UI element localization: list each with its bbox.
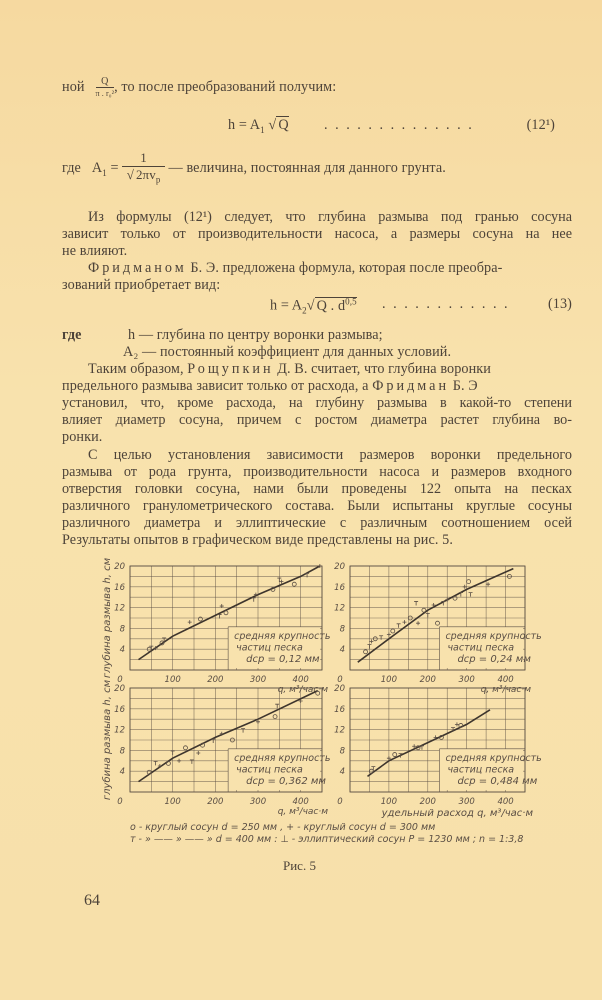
figure-legend-line-1: о - круглый сосун d = 250 мм , + - круглый сосун d = 300 мм: [130, 822, 436, 833]
x-tick-label: 300: [249, 797, 267, 807]
data-point-plus: [369, 639, 373, 643]
text-fragment: Таким образом,: [88, 361, 184, 377]
paragraph-4-line-5: различного диаметра и эллиптические с различным соотношением осей: [62, 515, 572, 531]
data-point-tee: [241, 729, 245, 733]
y-tick-label: 12: [334, 603, 345, 614]
annotation-text: частиц песка: [447, 764, 515, 776]
x-tick-label: 0: [337, 797, 343, 807]
y-tick-label: 16: [114, 704, 125, 715]
paragraph-3-line-3: установил, что, кроме расхода, на глубину размыва в какой-то степени: [62, 395, 572, 411]
text-fragment: Д. В. считает, что глубина воронки: [277, 361, 491, 377]
annotation-text: частиц песка: [447, 642, 515, 654]
y-tick-label: 8: [119, 746, 125, 757]
y-tick-label: 12: [114, 603, 125, 614]
annotation-text: средняя крупность: [445, 752, 542, 764]
radicand-sub: p: [155, 174, 161, 185]
data-point-circle: [436, 621, 440, 625]
eq-sub: 2: [302, 305, 307, 316]
definition-a2: A₂ — постоянный коэффициент для данных условий.: [123, 344, 452, 360]
where-2-prefix: где: [62, 327, 82, 343]
y-axis-label: глубина размыва h, см: [102, 679, 113, 801]
x-tick-label: 100: [380, 797, 398, 807]
author-name: Рощупкин: [187, 361, 274, 377]
data-point-tee: [371, 767, 375, 771]
author-name: Фридман: [372, 378, 450, 394]
data-point-tee: [414, 601, 418, 605]
x-tick-label: 300: [249, 675, 267, 685]
x-tick-label: 100: [380, 675, 398, 685]
data-point-circle: [453, 596, 457, 600]
data-point-circle: [422, 608, 426, 612]
y-tick-label: 4: [339, 767, 345, 778]
paragraph-1-line-2: зависит только от производительности насоса, а размеры сосуна на нее: [62, 226, 572, 242]
eq-radicand: Q: [278, 117, 289, 133]
y-tick-label: 8: [339, 746, 345, 757]
x-tick-label: 200: [207, 797, 224, 807]
data-point-circle: [391, 629, 395, 633]
x-axis-label: q, м³/час·м: [277, 807, 328, 817]
x-tick-label: 200: [207, 675, 224, 685]
x-tick-label: 100: [164, 797, 181, 807]
eq-number: (12¹): [526, 117, 555, 133]
data-point-plus: [279, 580, 283, 584]
chart-4: [334, 684, 542, 819]
y-tick-label: 12: [114, 725, 125, 736]
data-point-circle: [292, 582, 296, 586]
y-tick-label: 4: [119, 767, 125, 778]
data-point-tee: [469, 593, 473, 597]
figure-legend-line-2: т - » —— » —— » d = 400 мм : ⊥ - эллиптический сосун P = 1230 мм ; n = 1:3,8: [130, 834, 524, 845]
data-point-plus: [455, 722, 459, 726]
y-tick-label: 20: [114, 684, 125, 694]
x-tick-label: 400: [497, 797, 514, 807]
data-point-circle: [393, 753, 397, 757]
text-fragment: где: [62, 160, 81, 177]
y-tick-label: 4: [119, 645, 125, 656]
fraction-numerator: Q: [96, 76, 115, 88]
sqrt-sign: √: [268, 117, 277, 133]
y-tick-label: 12: [334, 725, 345, 736]
x-tick-label: 300: [458, 797, 475, 807]
x-tick-label: 200: [419, 675, 436, 685]
data-point-tee: [154, 761, 158, 765]
eq-lhs: A: [91, 160, 103, 177]
annotation-text: средняя крупность: [234, 630, 331, 642]
chart-2: [334, 562, 542, 695]
data-point-tee: [379, 636, 383, 640]
radicand-exponent: 0,5: [345, 296, 357, 306]
data-point-circle: [273, 715, 277, 719]
data-point-circle: [364, 650, 368, 654]
paragraph-1-line-3: не влияют.: [62, 243, 128, 259]
paragraph-3-line-4: влияет диаметр сосуна, причем с ростом диаметра растет глубина во-: [62, 412, 572, 428]
text-fragment: Б. Э: [452, 378, 478, 394]
data-point-tee: [252, 598, 256, 602]
annotation-text: dср = 0,362 мм: [246, 775, 326, 787]
radicand-text: Q . d: [316, 297, 346, 314]
eq-lhs: h = A: [270, 297, 303, 314]
eq-sub: 1: [260, 124, 265, 135]
chart-3: [101, 679, 330, 817]
chart-1: [101, 557, 330, 695]
data-point-plus: [486, 582, 490, 586]
data-point-plus: [402, 620, 406, 624]
data-point-plus: [188, 620, 192, 624]
data-point-plus: [177, 759, 181, 763]
x-tick-label: 300: [458, 675, 475, 685]
paragraph-4-line-2: размыва от рода грунта, производительности насоса и размеров входного: [62, 464, 572, 480]
x-tick-label: 0: [337, 675, 343, 685]
x-tick-label: 0: [117, 675, 123, 685]
x-tick-label: 100: [164, 675, 181, 685]
data-point-tee: [367, 645, 371, 649]
text-fragment: , то после преобразований получим:: [114, 78, 337, 95]
y-tick-label: 16: [334, 582, 345, 593]
paragraph-1-line-1: Из формулы (12¹) следует, что глубина размыва под гранью сосуна: [88, 209, 572, 225]
x-tick-label: 400: [292, 797, 309, 807]
x-axis-label: удельный расход q, м³/час·м: [381, 808, 533, 819]
eq-lhs: h = A: [228, 117, 261, 133]
eq-sub: 1: [102, 167, 107, 178]
data-point-circle: [183, 746, 187, 750]
fraction-numerator: 1: [122, 150, 165, 167]
fraction-denominator: √ $2\pi v_p$: [126, 167, 161, 185]
eq-leader-dots: . . . . . . . . . . . .: [382, 296, 510, 312]
fraction-denominator: π . r₀²: [95, 89, 115, 98]
x-tick-label: 0: [117, 797, 123, 807]
y-tick-label: 4: [339, 645, 345, 656]
data-point-plus: [463, 585, 467, 589]
annotation-text: частиц песка: [236, 642, 303, 654]
data-point-tee: [171, 751, 175, 755]
author-name: Фридманом: [88, 260, 187, 276]
paragraph-4-line-4: различного гранулометрического состава. Были испытаны круглые сосуны: [62, 498, 572, 514]
annotation-text: частиц песка: [236, 764, 303, 776]
data-point-circle: [198, 617, 202, 621]
text-fragment: предельного размыва зависит только от расхода, а: [62, 378, 369, 394]
annotation-text: dср = 0,12 мм: [246, 653, 320, 665]
y-axis-label: глубина размыва h, см: [102, 557, 113, 679]
paragraph-4-line-3: отверстия головки сосуна, нами были проведены 122 опыта на песках: [62, 481, 572, 497]
y-tick-label: 20: [114, 562, 125, 572]
data-point-circle: [224, 611, 228, 615]
x-axis-label: q, м³/час·м: [480, 685, 531, 695]
y-tick-label: 8: [119, 624, 125, 635]
annotation-text: dср = 0,484 мм: [457, 775, 538, 787]
definition-h: h — глубина по центру воронки размыва;: [128, 327, 383, 343]
eq-number: (13): [547, 296, 572, 312]
paragraph-2-line-2: зований приобретает вид:: [62, 277, 221, 293]
annotation-text: средняя крупность: [445, 630, 542, 642]
text-fragment: — величина, постоянная для данного грунта.: [168, 160, 446, 177]
y-tick-label: 16: [334, 704, 345, 715]
paragraph-4-line-1: С целью установления зависимости размеров воронки предельного: [88, 447, 572, 463]
y-tick-label: 16: [114, 582, 125, 593]
data-point-circle: [467, 580, 471, 584]
data-point-plus: [387, 633, 391, 637]
eq-leader-dots: . . . . . . . . . . . . . .: [324, 117, 474, 133]
x-tick-label: 400: [497, 675, 514, 685]
paragraph-4-line-6: Результаты опытов в графическом виде представлены на рис. 5.: [62, 532, 454, 548]
x-tick-label: 200: [419, 797, 436, 807]
data-point-plus: [416, 621, 420, 625]
data-point-plus: [196, 751, 200, 755]
y-tick-label: 20: [334, 562, 345, 572]
page-number: 64: [84, 892, 100, 909]
x-tick-label: 400: [292, 675, 309, 685]
data-point-tee: [426, 613, 430, 617]
annotation-text: dср = 0,24 мм: [457, 653, 531, 665]
data-point-tee: [190, 760, 194, 764]
figure-caption: Рис. 5: [283, 858, 316, 873]
paragraph-3-line-5: ронки.: [62, 429, 103, 445]
x-axis-label: q, м³/час·м: [277, 685, 328, 695]
definition-a1: где $A_1$ = $\frac{1}{√ 2\pi v_p}$ — величина, постоянная для данного грунта.: [62, 150, 446, 188]
data-point-tee: [275, 704, 279, 708]
sqrt-sign: √: [306, 297, 315, 314]
annotation-text: средняя крупность: [234, 752, 331, 764]
radicand: 2πv: [135, 167, 156, 182]
y-tick-label: 20: [334, 684, 345, 694]
text-fragment: Б. Э. предложена формула, которая после преобра-: [190, 260, 503, 276]
text-fragment: ной: [62, 78, 85, 95]
data-point-tee: [397, 624, 401, 628]
y-tick-label: 8: [339, 624, 345, 635]
